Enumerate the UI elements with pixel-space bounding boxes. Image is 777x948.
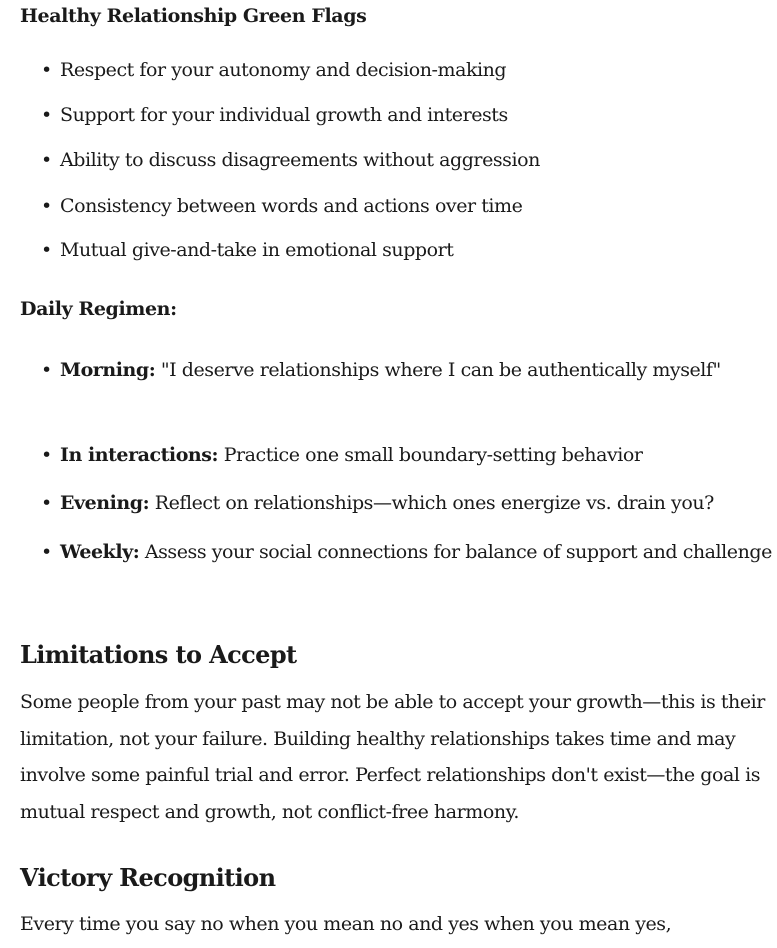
bullet-icon: •	[41, 59, 52, 81]
limitations-heading: Limitations to Accept	[20, 640, 297, 669]
list-item-label: Morning:	[60, 359, 156, 381]
list-item-label: Evening:	[60, 492, 150, 514]
green-flags-heading: Healthy Relationship Green Flags	[20, 5, 367, 27]
list-item-text: Support for your individual growth and interests	[60, 104, 508, 126]
bullet-icon: •	[41, 149, 52, 171]
list-item	[20, 52, 777, 89]
bullet-icon: •	[41, 492, 52, 514]
bullet-icon: •	[41, 359, 52, 381]
list-item-text: "I deserve relationships where I can be authentically myself"	[155, 359, 721, 381]
daily-regimen-heading: Daily Regimen:	[20, 298, 177, 320]
bullet-icon: •	[41, 195, 52, 217]
bullet-icon: •	[41, 104, 52, 126]
list-item	[20, 485, 777, 522]
list-item-text: Assess your social connections for balance of support and challenge	[139, 541, 772, 563]
list-item	[20, 142, 777, 179]
bullet-icon: •	[41, 444, 52, 466]
victory-paragraph: Every time you say no when you mean no and yes when you mean yes,	[20, 913, 672, 935]
list-item-text: Respect for your autonomy and decision-making	[60, 59, 507, 81]
list-item	[20, 188, 777, 225]
list-item-label: In interactions:	[60, 444, 219, 466]
list-item-text: Reflect on relationships—which ones energize vs. drain you?	[149, 492, 714, 514]
list-item	[20, 534, 777, 571]
list-item	[20, 232, 777, 269]
list-item-text: Mutual give-and-take in emotional support	[60, 239, 454, 261]
list-item-text: Practice one small boundary-setting behavior	[218, 444, 643, 466]
bullet-icon: •	[41, 541, 52, 563]
list-item	[20, 97, 777, 134]
list-item	[20, 352, 777, 389]
bullet-icon: •	[41, 239, 52, 261]
list-item-text: Consistency between words and actions over time	[60, 195, 523, 217]
victory-heading: Victory Recognition	[20, 863, 276, 892]
limitations-paragraph: Some people from your past may not be able to accept your growth—this is their limitation, not your failure. Building healthy relationships takes time and may involve some painful trial and error. Perfect relationships don't exist—the goal is mutual respect and growth, not conflict-free harmony.	[20, 691, 765, 823]
list-item	[20, 437, 777, 474]
list-item-label: Weekly:	[60, 541, 140, 563]
list-item-text: Ability to discuss disagreements without aggression	[60, 149, 540, 171]
